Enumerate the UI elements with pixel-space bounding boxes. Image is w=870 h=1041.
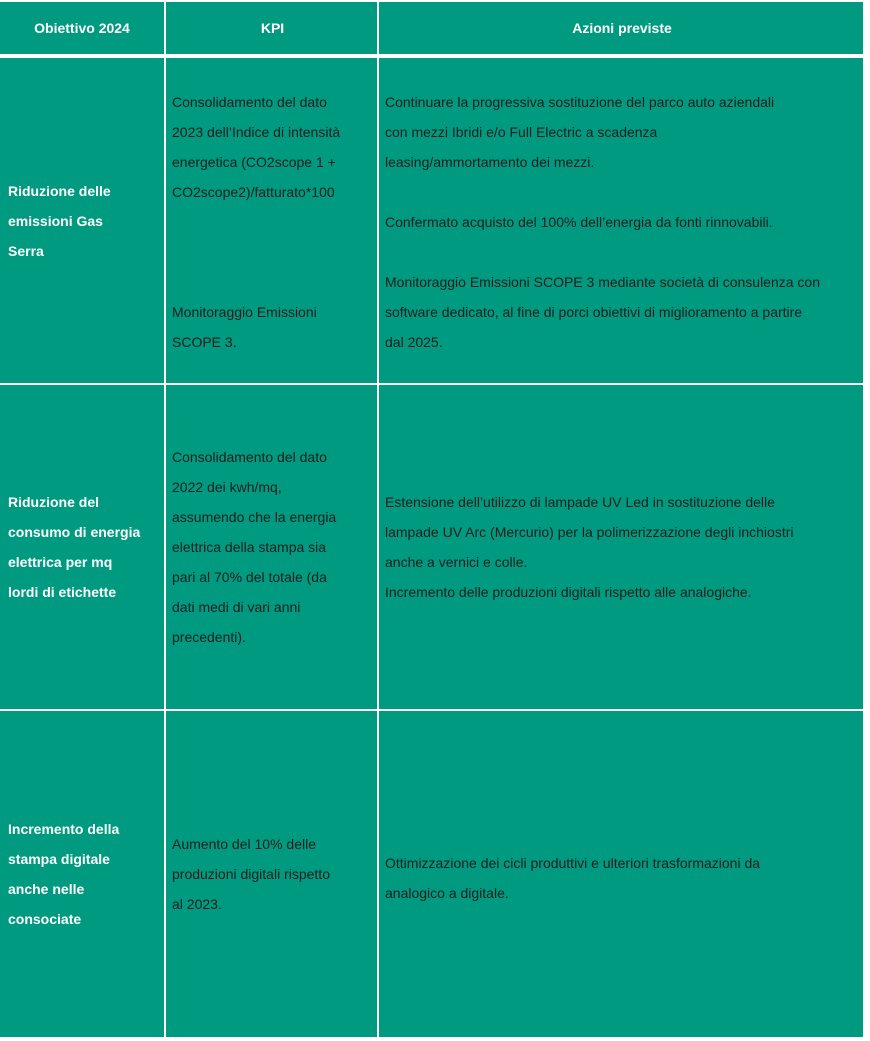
row1-action-line: con mezzi Ibridi e/o Full Electric a scadenza: [385, 124, 658, 140]
row2-kpi-line: 2022 dei kwh/mq,: [172, 479, 282, 495]
row3-objective-line: consociate: [8, 911, 82, 927]
row1-action-energy: [385, 207, 861, 237]
row3-objective-line: Incremento della: [8, 821, 120, 837]
header-actions-label: Azioni previste: [572, 20, 672, 36]
row1-action-line: Confermato acquisto del 100% dell’energia da fonti rinnovabili.: [385, 214, 773, 230]
row1-objective-cell: [0, 58, 164, 383]
row2-kpi: [172, 442, 373, 652]
row1-kpi-line: Consolidamento del dato: [172, 94, 327, 110]
row2-objective: [8, 487, 156, 607]
row2-kpi-line: Consolidamento del dato: [172, 449, 327, 465]
row1-objective-line: emissioni Gas: [8, 212, 103, 229]
row1-kpi-secondary: [172, 297, 375, 357]
header-kpi-label: KPI: [260, 20, 285, 36]
row1-action-line: software dedicato, al fine di porci obiettivi di miglioramento a partire: [385, 304, 803, 320]
row1-kpi-line: energetica (CO2scope 1 +: [172, 154, 336, 170]
row3-actions-cell: [379, 711, 863, 1037]
row1-objective-line: Serra: [8, 242, 44, 259]
row3-objective-line: stampa digitale: [8, 851, 110, 867]
row3-actions: [385, 848, 861, 908]
row3-kpi: [172, 829, 373, 919]
row2-action-line: anche a vernici e colle.: [385, 554, 528, 570]
row1-objective: [8, 176, 156, 266]
header-objective: [0, 2, 164, 54]
row3-action-line: Ottimizzazione dei cicli produttivi e ulteriori trasformazioni da: [385, 855, 761, 871]
row2-objective-cell: [0, 385, 164, 709]
row1-action-line: Monitoraggio Emissioni SCOPE 3 mediante società di consulenza con: [385, 274, 821, 290]
row1-actions-cell: [379, 58, 863, 383]
row2-actions-cell: [379, 385, 863, 709]
row2-action-line: lampade UV Arc (Mercurio) per la polimerizzazione degli inchiostri: [385, 524, 794, 540]
row1-kpi-line: Monitoraggio Emissioni: [172, 304, 317, 320]
row2-objective-line: lordi di etichette: [8, 584, 117, 600]
row2-kpi-line: elettrica della stampa sia: [172, 539, 327, 555]
row1-kpi-cell: [166, 58, 377, 383]
header-kpi: [166, 2, 377, 54]
row3-objective-line: anche nelle: [8, 881, 85, 897]
row2-kpi-cell: [166, 385, 377, 709]
row1-kpi-line: SCOPE 3.: [172, 334, 237, 350]
row3-kpi-line: produzioni digitali rispetto: [172, 866, 330, 882]
row1-kpi-primary: [172, 87, 375, 207]
row2-objective-line: consumo di energia: [8, 524, 141, 540]
row1-action-line: leasing/ammortamento dei mezzi.: [385, 154, 595, 170]
row2-kpi-line: dati medi di vari anni: [172, 599, 301, 615]
row2-actions: [385, 487, 859, 607]
row2-kpi-line: pari al 70% del totale (da: [172, 569, 327, 585]
row3-action-line: analogico a digitale.: [385, 885, 509, 901]
header-objective-label: Obiettivo 2024: [34, 20, 130, 36]
row2-kpi-line: assumendo che la energia: [172, 509, 337, 525]
row1-action-scope3: [385, 267, 861, 357]
row3-objective: [8, 814, 156, 934]
row3-kpi-line: al 2023.: [172, 896, 222, 912]
row2-action-line: Estensione dell’utilizzo di lampade UV Led in sostituzione delle: [385, 494, 775, 510]
row2-objective-line: elettrica per mq: [8, 554, 113, 570]
row2-objective-line: Riduzione del: [8, 494, 99, 510]
row2-action-line: Incremento delle produzioni digitali rispetto alle analogiche.: [385, 584, 752, 600]
row3-objective-cell: [0, 711, 164, 1037]
row3-kpi-line: Aumento del 10% delle: [172, 836, 316, 852]
row3-kpi-cell: [166, 711, 377, 1037]
row1-action-line: Continuare la progressiva sostituzione del parco auto aziendali: [385, 94, 775, 110]
header-actions: [379, 2, 863, 54]
row1-objective-line: Riduzione delle: [8, 182, 111, 199]
row1-action-fleet: [385, 87, 861, 177]
row1-action-line: dal 2025.: [385, 334, 443, 350]
row1-kpi-line: 2023 dell’Indice di intensità: [172, 124, 341, 140]
row1-kpi-line: CO2scope2)/fatturato*100: [172, 184, 335, 200]
row2-kpi-line: precedenti).: [172, 629, 246, 645]
